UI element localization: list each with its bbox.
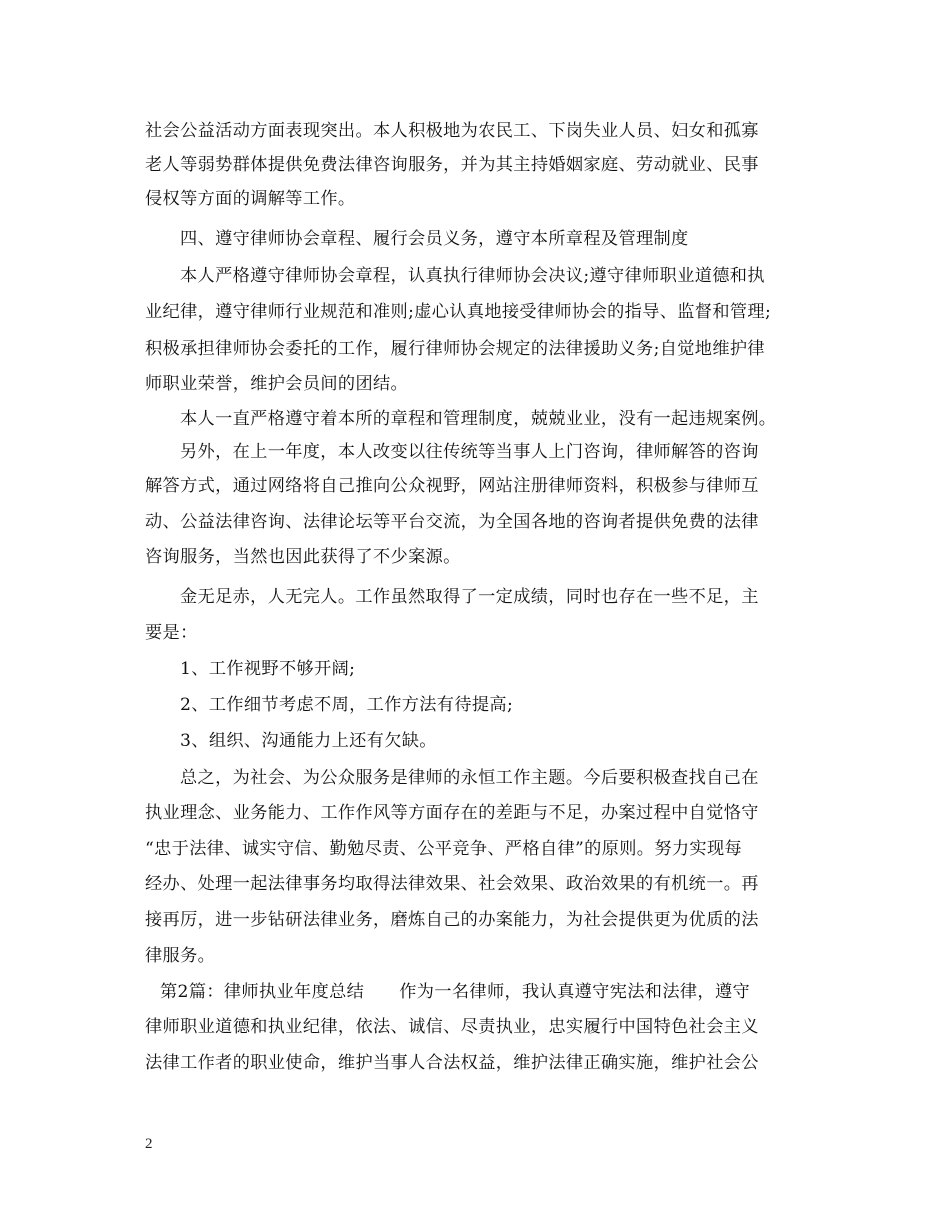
body-text-line: “忠于法律、诚实守信、勤勉尽责、公平竞争、严格自律”的原则。努力实现每 xyxy=(145,839,743,859)
body-text-line: 解答方式，通过网络将自己推向公众视野，网站注册律师资料，积极参与律师互 xyxy=(145,476,759,496)
body-text-line: 总之，为社会、为公众服务是律师的永恒工作主题。今后要积极查找自己在 xyxy=(180,768,759,788)
body-text-line: 法律工作者的职业使命，维护当事人合法权益，维护法律正确实施，维护社会公 xyxy=(145,1053,759,1073)
list-item: 1、工作视野不够开阔; xyxy=(180,659,356,679)
body-text-line: 律师职业道德和执业纪律，依法、诚信、尽责执业，忠实履行中国特色社会主义 xyxy=(145,1017,759,1037)
chapter-heading-line: 第2篇：律师执业年度总结 作为一名律师，我认真遵守宪法和法律，遵守 xyxy=(160,982,751,1002)
body-text-line: 咨询服务，当然也因此获得了不少案源。 xyxy=(145,547,461,567)
body-text-line: 执业理念、业务能力、工作作风等方面存在的差距与不足，办案过程中自觉恪守 xyxy=(145,803,759,823)
body-text-line: 老人等弱势群体提供免费法律咨询服务，并为其主持婚姻家庭、劳动就业、民事 xyxy=(145,155,759,175)
body-text-line: 侵权等方面的调解等工作。 xyxy=(145,189,356,209)
body-text-line: 另外，在上一年度，本人改变以往传统等当事人上门咨询，律师解答的咨询 xyxy=(180,442,759,462)
body-text-line: 律服务。 xyxy=(145,946,216,966)
body-text-line: 经办、处理一起法律事务均取得法律效果、社会效果、政治效果的有机统一。再 xyxy=(145,874,759,894)
body-text-line: 业纪律，遵守律师行业规范和准则;虚心认真地接受律师协会的指导、监督和管理; xyxy=(145,302,772,322)
body-text-line: 金无足赤，人无完人。工作虽然取得了一定成绩，同时也存在一些不足，主 xyxy=(180,587,759,607)
body-text-line: 要是： xyxy=(145,623,198,643)
body-text-line: 社会公益活动方面表现突出。本人积极地为农民工、下岗失业人员、妇女和孤寡 xyxy=(145,121,759,141)
body-text-line: 接再厉，进一步钻研法律业务，磨炼自己的办案能力，为社会提供更为优质的法 xyxy=(145,910,759,930)
body-text-line: 动、公益法律咨询、法律论坛等平台交流，为全国各地的咨询者提供免费的法律 xyxy=(145,512,759,532)
body-text-line: 积极承担律师协会委托的工作，履行律师协会规定的法律援助义务;自觉地维护律 xyxy=(145,339,765,359)
section-heading: 四、遵守律师协会章程、履行会员义务，遵守本所章程及管理制度 xyxy=(180,229,689,249)
body-text-line: 师职业荣誉，维护会员间的团结。 xyxy=(145,374,409,394)
page-number: 2 xyxy=(145,1136,153,1152)
body-text-line: 本人一直严格遵守着本所的章程和管理制度，兢兢业业，没有一起违规案例。 xyxy=(180,409,777,429)
list-item: 3、组织、沟通能力上还有欠缺。 xyxy=(180,731,437,751)
list-item: 2、工作细节考虑不周，工作方法有待提高; xyxy=(180,695,514,715)
body-text-line: 本人严格遵守律师协会章程，认真执行律师协会决议;遵守律师职业道德和执 xyxy=(180,266,765,286)
